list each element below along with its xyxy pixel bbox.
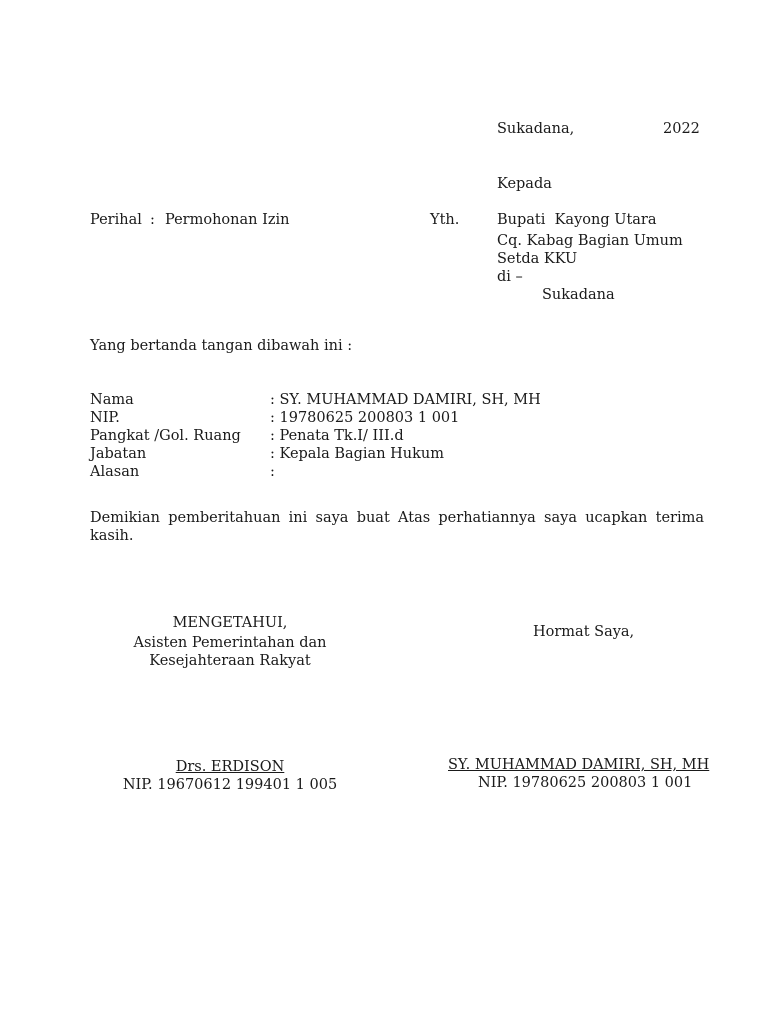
letter-place: Sukadana,: [497, 121, 575, 137]
field-value: : Penata Tk.I/ III.d: [270, 428, 404, 444]
field-value: :: [270, 464, 275, 480]
field-label: Jabatan: [90, 446, 147, 462]
field-value: : SY. MUHAMMAD DAMIRI, SH, MH: [270, 392, 541, 408]
recipient-line-3: Setda KKU: [497, 251, 578, 267]
right-sign-nip: NIP. 19780625 200803 1 001: [478, 775, 693, 791]
intro-text: Yang bertanda tangan dibawah ini :: [90, 338, 353, 354]
subject-separator: :: [150, 212, 155, 228]
left-sign-name: Drs. ERDISON: [175, 759, 285, 775]
yth-label: Yth.: [430, 212, 460, 228]
left-sign-title: MENGETAHUI,: [172, 615, 288, 631]
left-sign-position-1: Asisten Pemerintahan dan: [133, 635, 327, 651]
field-value: : 19780625 200803 1 001: [270, 410, 460, 426]
field-value: : Kepala Bagian Hukum: [270, 446, 445, 462]
letter-year: 2022: [663, 121, 700, 137]
left-sign-position-2: Kesejahteraan Rakyat: [149, 653, 311, 669]
closing-paragraph: Demikian pemberitahuan ini saya buat Atas perhatiannya saya ucapkan terima kasih.: [90, 510, 704, 544]
left-sign-nip: NIP. 19670612 199401 1 005: [122, 777, 338, 793]
to-label: Kepada: [497, 176, 552, 192]
field-label: Alasan: [90, 464, 140, 480]
recipient-line-1: Bupati Kayong Utara: [497, 212, 657, 228]
field-label: Pangkat /Gol. Ruang: [90, 428, 241, 444]
subject-label: Perihal: [90, 212, 142, 228]
right-sign-title: Hormat Saya,: [533, 624, 635, 640]
right-sign-name: SY. MUHAMMAD DAMIRI, SH, MH: [448, 757, 710, 773]
recipient-line-5: Sukadana: [542, 287, 615, 303]
field-label: Nama: [90, 392, 134, 408]
subject-value: Permohonan Izin: [165, 212, 290, 228]
recipient-line-2: Cq. Kabag Bagian Umum: [497, 233, 683, 249]
field-label: NIP.: [90, 410, 120, 426]
recipient-line-4: di –: [497, 269, 523, 285]
